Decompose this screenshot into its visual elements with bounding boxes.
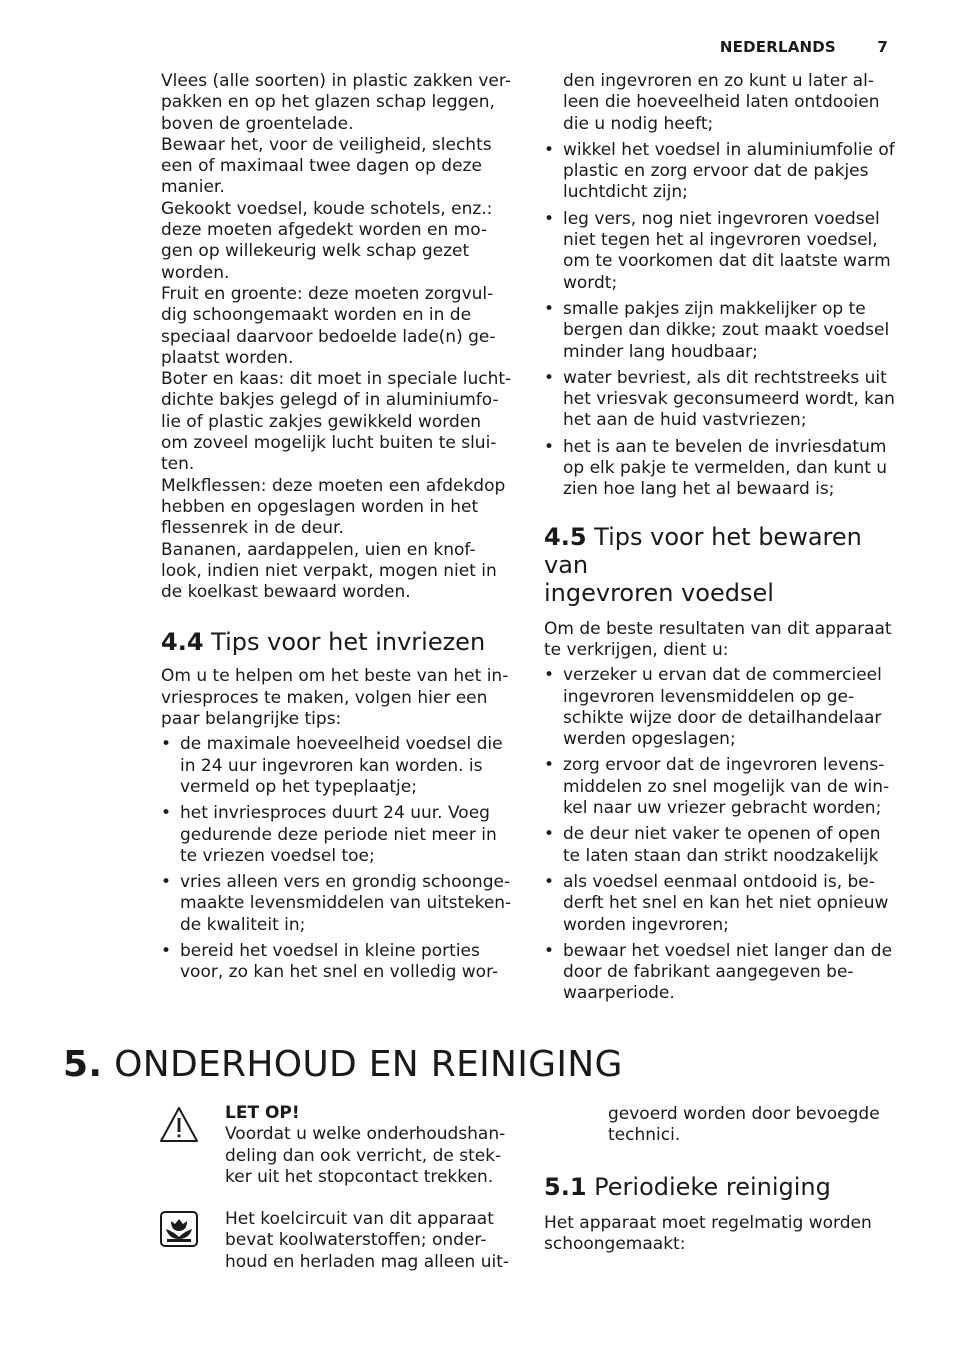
list-item: • de maximale hoeveelheid voedsel die in 24 uur ingevroren kan worden. is vermeld op het typeplaatje; bbox=[161, 734, 521, 798]
list-item: • als voedsel eenmaal ontdooid is, be- derft het snel en kan het niet opnieuw worden ingevroren; bbox=[544, 872, 900, 936]
section-4-5-heading bbox=[544, 523, 900, 607]
freezing-tips-list-continued bbox=[544, 71, 900, 501]
page-header bbox=[720, 38, 888, 56]
paragraph-safety: Bewaar het, voor de veiligheid, slechts een of maximaal twee dagen op deze manier. bbox=[161, 134, 492, 198]
list-item: • leg vers, nog niet ingevroren voedsel niet tegen het al ingevroren voedsel, om te voorkomen dat dit laatste warm wordt; bbox=[544, 209, 900, 294]
paragraph-meat: Vlees (alle soorten) in plastic zakken ver- pakken en op het glazen schap leggen, boven de groentelade. bbox=[161, 71, 511, 134]
paragraph-bananas: Bananen, aardappelen, uien en knof- look, indien niet verpakt, mogen niet in de koelkast bewaard worden. bbox=[161, 539, 497, 603]
section-4-5-intro: Om de beste resultaten van dit apparaat te verkrijgen, dient u: bbox=[544, 618, 892, 660]
header-language: NEDERLANDS bbox=[719, 38, 836, 56]
section-4-4-heading bbox=[161, 628, 521, 656]
list-item: • zorg ervoor dat de ingevroren levens- middelen zo snel mogelijk van de win- kel naar uw vriezer gebracht worden; bbox=[544, 755, 900, 819]
section-number: 4.5 bbox=[544, 522, 587, 551]
list-item: • de deur niet vaker te openen of open te laten staan dan strikt noodzakelijk bbox=[544, 824, 900, 867]
column-right-chapter-5 bbox=[544, 1104, 904, 1255]
list-item: • het invriesproces duurt 24 uur. Voeg gedurende deze periode niet meer in te vriezen voedsel toe; bbox=[161, 803, 521, 867]
storage-tips-list bbox=[544, 665, 900, 1004]
warning-title: LET OP! bbox=[225, 1103, 300, 1123]
page-number: 7 bbox=[877, 38, 888, 56]
list-item: • smalle pakjes zijn makkelijker op te bergen dan dikke; zout maakt voedsel minder lang houdbaar; bbox=[544, 299, 900, 363]
section-title: Tips voor het invriezen bbox=[211, 628, 486, 657]
paragraph-fruit: Fruit en groente: deze moeten zorgvul- dig schoongemaakt worden en in de speciaal daarvoor bedoelde lade(n) ge- plaatst worden. bbox=[161, 283, 496, 368]
list-item: • water bevriest, als dit rechtstreeks uit het vriesvak geconsumeerd wordt, kan het aan de huid vastvriezen; bbox=[544, 368, 900, 432]
list-item: • verzeker u ervan dat de commercieel ingevroren levensmiddelen op ge- schikte wijze door de detailhandelaar werden opgeslagen; bbox=[544, 665, 900, 750]
list-item: • bewaar het voedsel niet langer dan de door de fabrikant aangegeven be- waarperiode. bbox=[544, 941, 900, 1005]
note-continued: gevoerd worden door bevoegde technici. bbox=[608, 1104, 880, 1146]
chapter-5-heading bbox=[63, 1044, 623, 1085]
column-right bbox=[544, 71, 900, 1010]
warning-triangle-icon bbox=[159, 1106, 199, 1144]
list-item-continued: den ingevroren en zo kunt u later al- leen die hoeveelheid laten ontdooien die u nodig heeft; bbox=[563, 71, 880, 134]
freezing-tips-list bbox=[161, 734, 521, 983]
chapter-title: ONDERHOUD EN REINIGING bbox=[114, 1044, 623, 1085]
column-left bbox=[161, 71, 521, 989]
list-item: • vries alleen vers en grondig schoonge- maakte levensmiddelen van uitsteken- de kwaliteit in; bbox=[161, 872, 521, 936]
warning-text: Voordat u welke onderhoudshan- deling dan ook verricht, de stek- ker uit het stopcontact trekken. bbox=[225, 1124, 506, 1187]
paragraph-butter: Boter en kaas: dit moet in speciale lucht- dichte bakjes gelegd of in aluminiumfo- lie of plastic zakjes gewikkeld worden om zoveel mogelijk lucht buiten te slui- ten. bbox=[161, 369, 512, 475]
chapter-number: 5. bbox=[63, 1044, 103, 1085]
section-number: 5.1 bbox=[544, 1172, 587, 1201]
environment-note: Het koelcircuit van dit apparaat bevat koolwaterstoffen; onder- houd en herladen mag alleen uit- bbox=[225, 1209, 510, 1272]
paragraph-cooked-food: Gekookt voedsel, koude schotels, enz.: deze moeten afgedekt worden en mo- gen op willekeurig welk schap gezet worden. bbox=[161, 198, 493, 283]
environment-flower-icon bbox=[159, 1210, 199, 1248]
list-item: • wikkel het voedsel in aluminiumfolie of plastic en zorg ervoor dat de pakjes luchtdicht zijn; bbox=[544, 140, 900, 204]
section-title: Periodieke reiniging bbox=[594, 1172, 831, 1201]
storage-paragraphs bbox=[161, 71, 521, 603]
list-item: • het is aan te bevelen de invriesdatum op elk pakje te vermelden, dan kunt u zien hoe lang het al bewaard is; bbox=[544, 437, 900, 501]
list-item: • bereid het voedsel in kleine porties voor, zo kan het snel en volledig wor- bbox=[161, 941, 521, 984]
paragraph-milk: Melkflessen: deze moeten een afdekdop hebben en opgeslagen worden in het flessenrek in de deur. bbox=[161, 475, 506, 539]
warning-note bbox=[225, 1103, 525, 1188]
section-4-4-intro: Om u te helpen om het beste van het in- vriesproces te maken, volgen hier een paar belangrijke tips: bbox=[161, 666, 509, 730]
section-title: Tips voor het bewaren van ingevroren voedsel bbox=[544, 522, 862, 607]
section-5-1-text: Het apparaat moet regelmatig worden schoongemaakt: bbox=[544, 1212, 872, 1254]
section-5-1-heading bbox=[544, 1173, 904, 1201]
section-number: 4.4 bbox=[161, 628, 204, 657]
